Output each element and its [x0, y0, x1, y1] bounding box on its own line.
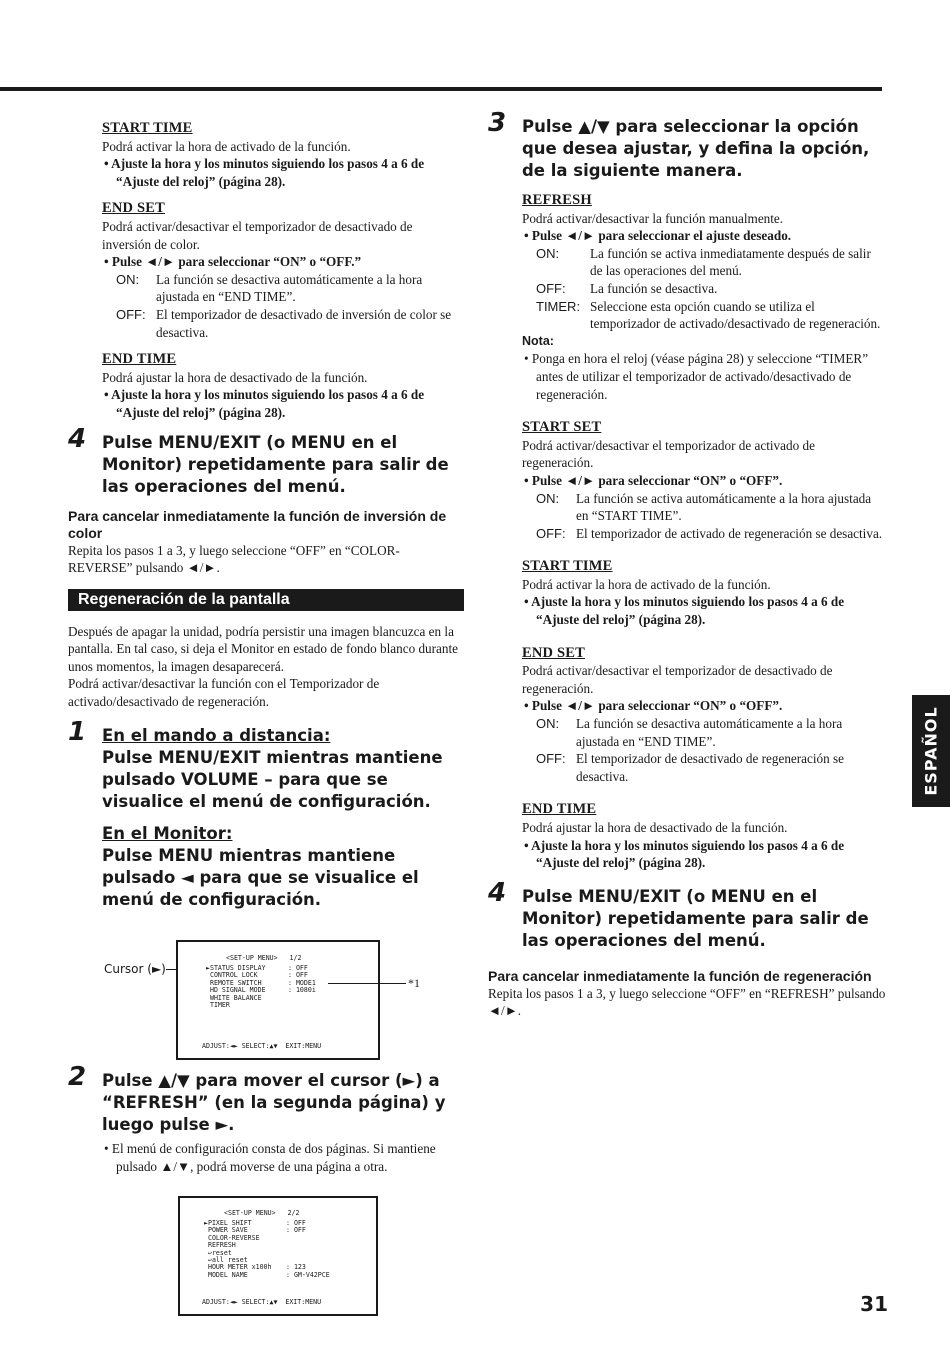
step-text: Pulse ▲/▼ para seleccionar la opción que desea ajustar, y defina la opción, de la siguiente manera.	[522, 117, 870, 180]
osd-row: ↩reset	[204, 1248, 232, 1257]
step-number: 2	[68, 1062, 87, 1092]
start-set-heading: START SET	[522, 419, 602, 436]
start-time-heading: START TIME	[102, 120, 193, 136]
note-leader-line	[328, 983, 406, 984]
osd-footer: ADJUST:◄► SELECT:▲▼ EXIT:MENU	[202, 1041, 322, 1050]
start-time-bullet: • Ajuste la hora y los minutos siguiendo los pasos 4 a 6 de “Ajuste del reloj” (página 28).	[524, 594, 845, 628]
start-set-bullet: • Pulse ◄/► para seleccionar “ON” o “OFF”.	[524, 472, 783, 488]
start-time-heading: START TIME	[522, 558, 613, 575]
note-text: • Ponga en hora el reloj (véase página 28) y seleccione “TIMER” antes de utilizar el temporizador de activado/desactivado de regeneración.	[524, 351, 869, 402]
start-time-text: Podrá activar la hora de activado de la función.	[522, 576, 771, 592]
end-set-bullet: • Pulse ◄/► para seleccionar “ON” o “OFF.”	[104, 254, 362, 270]
osd-row: HOUR METER x100h : 123	[204, 1263, 306, 1272]
end-time-heading: END TIME	[102, 351, 177, 368]
osd-row: ↩all reset	[204, 1256, 248, 1265]
end-time-bullet: • Ajuste la hora y los minutos siguiendo los pasos 4 a 6 de “Ajuste del reloj” (página 28).	[524, 837, 845, 871]
osd-row: MODEL NAME : GM-V42PCE	[204, 1270, 330, 1279]
note-label: Nota:	[522, 333, 554, 348]
osd-row: REFRESH	[204, 1241, 236, 1250]
start-time-block	[68, 120, 464, 422]
osd-title: <SET-UP MENU> 1/2	[226, 954, 302, 962]
cancel-inversion-heading: Para cancelar inmediatamente la función de inversión de color	[68, 507, 447, 541]
section-title-bar: Regeneración de la pantalla	[68, 589, 464, 611]
start-set-option-off: OFF: El temporizador de activado de regeneración se desactiva.	[536, 525, 883, 541]
refresh-option-timer: TIMER: Seleccione esta opción cuando se utiliza el temporizador de activado/desactivado de regeneración.	[536, 298, 881, 332]
step-3	[488, 108, 886, 182]
osd-row: WHITE BALANCE	[206, 993, 262, 1002]
start-set-text: Podrá activar/desactivar el temporizador de activado de regeneración.	[522, 437, 815, 471]
end-time-heading: END TIME	[522, 801, 597, 818]
osd-row: CONTROL LOCK : OFF	[206, 971, 308, 980]
osd-rows	[204, 1220, 330, 1279]
page-number: 31	[860, 1292, 888, 1316]
step-1	[68, 716, 464, 911]
end-set-option-off: OFF: El temporizador de desactivado de regeneración se desactiva.	[536, 751, 845, 784]
osd-row: ►STATUS DISPLAY : OFF	[206, 964, 308, 972]
cancel-refresh-heading: Para cancelar inmediatamente la función de regeneración	[488, 967, 872, 984]
right-column	[488, 108, 886, 1020]
remote-text: Pulse MENU/EXIT mientras mantiene pulsado VOLUME – para que se visualice el menú de configuración.	[102, 747, 443, 811]
refresh-option-on: ON: La función se activa inmediatamente después de salir de las operaciones del menú.	[536, 245, 871, 279]
end-set-heading: END SET	[102, 200, 166, 217]
monitor-heading: En el Monitor:	[102, 823, 233, 843]
cursor-label: Cursor (►)	[104, 962, 166, 976]
osd-title: <SET-UP MENU> 2/2	[224, 1209, 300, 1217]
end-set-text: Podrá activar/desactivar el temporizador de desactivado de regeneración.	[522, 663, 833, 696]
language-side-tab-label: ESPAÑOL	[921, 706, 941, 796]
intro-text: Después de apagar la unidad, podría persistir una imagen blancuzca en la pantalla. En tal caso, si deja el Monitor en estado de fondo blanco durante unos momentos, la imagen desaparecerá.	[68, 623, 459, 674]
refresh-option-off: OFF: La función se desactiva.	[536, 280, 718, 296]
refresh-heading: REFRESH	[522, 192, 592, 208]
osd-row: TIMER	[206, 1001, 230, 1010]
end-set-heading: END SET	[522, 644, 586, 661]
step-4-right	[488, 877, 886, 952]
step-4-left	[68, 423, 464, 498]
remote-heading: En el mando a distancia:	[102, 725, 331, 745]
setup-menu-screen-2	[178, 1196, 378, 1316]
note-mark: *1	[408, 976, 420, 990]
osd-row: ►PIXEL SHIFT : OFF	[204, 1219, 306, 1227]
start-time-bullet: • Ajuste la hora y los minutos siguiendo los pasos 4 a 6 de “Ajuste del reloj” (página 28).	[104, 156, 425, 189]
start-time-text: Podrá activar la hora de activado de la función.	[102, 138, 351, 154]
osd-row: COLOR-REVERSE	[204, 1233, 260, 1242]
step-number: 1	[68, 716, 87, 747]
end-set-option-off: OFF: El temporizador de desactivado de inversión de color se desactiva.	[116, 306, 452, 340]
left-column-lower	[68, 1062, 464, 1175]
step-number: 4	[488, 877, 507, 908]
step-2	[68, 1062, 464, 1136]
osd-row: POWER SAVE : OFF	[204, 1226, 306, 1235]
cancel-inversion-text: Repita los pasos 1 a 3, y luego seleccione “OFF” en “COLOR-REVERSE” pulsando ◄/►.	[68, 542, 400, 576]
osd-footer: ADJUST:◄► SELECT:▲▼ EXIT:MENU	[202, 1297, 322, 1306]
language-side-tab	[912, 695, 950, 807]
setup-menu-screen-1	[176, 940, 380, 1060]
osd-row: HD SIGNAL MODE : 1080i	[206, 986, 316, 995]
refresh-text: Podrá activar/desactivar la función manualmente.	[522, 210, 784, 226]
start-set-option-on: ON: La función se activa automáticamente a la hora ajustada en “START TIME”.	[536, 490, 872, 524]
cancel-refresh-text: Repita los pasos 1 a 3, y luego seleccione “OFF” en “REFRESH” pulsando ◄/►.	[488, 985, 886, 1019]
top-rule	[0, 87, 882, 91]
end-time-text: Podrá ajustar la hora de desactivado de la función.	[102, 369, 368, 385]
step-text: Pulse MENU/EXIT (o MENU en el Monitor) repetidamente para salir de las operaciones del menú.	[522, 886, 869, 950]
osd-row: REMOTE SWITCH : MODE1	[206, 978, 316, 987]
end-time-bullet: • Ajuste la hora y los minutos siguiendo los pasos 4 a 6 de “Ajuste del reloj” (página 28).	[104, 387, 425, 420]
step-number: 4	[68, 423, 87, 454]
right-settings	[488, 192, 886, 872]
osd-rows	[206, 965, 316, 1009]
monitor-text: Pulse MENU mientras mantiene pulsado ◄ para que se visualice el menú de configuración.	[102, 845, 419, 909]
left-column	[68, 112, 464, 911]
step-2-bullet: • El menú de configuración consta de dos páginas. Si mantiene pulsado ▲/▼, podrá moverse de una página a otra.	[104, 1141, 436, 1174]
end-time-text: Podrá ajustar la hora de desactivado de la función.	[522, 820, 788, 835]
end-set-option-on: ON: La función se desactiva automáticamente a la hora ajustada en “END TIME”.	[116, 271, 423, 305]
step-text: Pulse MENU/EXIT (o MENU en el Monitor) repetidamente para salir de las operaciones del menú.	[102, 432, 449, 496]
end-set-option-on: ON: La función se desactiva automáticamente a la hora ajustada en “END TIME”.	[536, 716, 843, 749]
end-set-bullet: • Pulse ◄/► para seleccionar “ON” o “OFF”.	[524, 698, 783, 714]
refresh-bullet: • Pulse ◄/► para seleccionar el ajuste deseado.	[524, 228, 792, 244]
intro-text-2: Podrá activar/desactivar la función con el Temporizador de activado/desactivado de regeneración.	[68, 676, 380, 710]
step-text: Pulse ▲/▼ para mover el cursor (►) a “REFRESH” (en la segunda página) y luego pulse ►.	[102, 1071, 446, 1134]
end-set-text: Podrá activar/desactivar el temporizador de desactivado de inversión de color.	[102, 218, 413, 252]
step-number: 3	[488, 108, 507, 138]
